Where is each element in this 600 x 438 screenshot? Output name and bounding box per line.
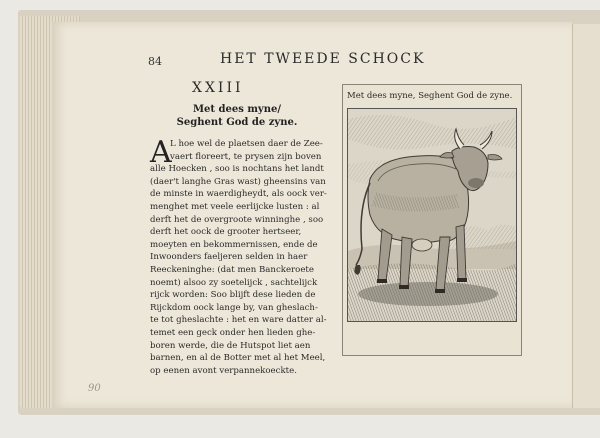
- text-line: alle Hoecken , soo is nochtans het landt: [150, 164, 324, 175]
- text-line: Rijckdom oock lange by, van gheslach-: [150, 302, 318, 313]
- running-title: HET TWEEDE SCHOCK: [220, 51, 426, 67]
- cow-illustration-icon: [348, 109, 516, 321]
- text-line: noemt) alsoo zy soetelijck , sachtelijck: [150, 277, 318, 288]
- drop-cap: A: [150, 135, 172, 170]
- text-line: barnen, en al de Botter met al het Meel,: [150, 353, 326, 364]
- chapter-number: XXIII: [192, 80, 244, 96]
- text-line: Reeckeninghe: (dat men Banckeroete: [150, 264, 314, 275]
- text-line: moeyten en bekommernissen, ende de: [150, 239, 318, 250]
- text-line: boren werde, die de Hutspot liet aen: [150, 340, 311, 351]
- text-line: derft het oock de grooter hertseer,: [150, 227, 302, 238]
- plate-caption: Met dees myne, Seghent God de zyne.: [347, 91, 513, 101]
- text-line: L hoe wel de plaetsen daer de Zee-: [170, 139, 323, 149]
- text-line: de minste in waerdigheydt, als oock ver-: [150, 189, 327, 200]
- pencil-annotation: 90: [88, 383, 101, 394]
- text-line: rijck worden: Soo blijft dese lieden de: [150, 290, 316, 301]
- motto-line-2: Seghent God de zyne.: [176, 117, 298, 128]
- body-text: [150, 135, 328, 377]
- page-number: 84: [148, 55, 162, 68]
- text-line: vaert floreert, te prysen zijn boven: [170, 151, 322, 162]
- chapter-motto: [172, 103, 302, 129]
- text-line: temet een geck onder hen lieden ghe-: [150, 327, 316, 338]
- text-line: op eenen avont verpannekoeckte.: [150, 365, 297, 376]
- facing-page-edge: [572, 24, 600, 408]
- text-line: (daer't langhe Gras wast) gheensins van: [150, 176, 326, 187]
- cow-engraving: [347, 108, 517, 322]
- motto-line-1: Met dees myne/: [192, 104, 282, 115]
- text-line: Inwoonders faeljeren selden in haer: [150, 252, 308, 263]
- text-line: te tot gheslachte : het en ware datter al-: [150, 315, 327, 326]
- text-line: menghet met veele eerlijcke lusten : al: [150, 201, 320, 212]
- text-line: derft het de overgroote winninghe , soo: [150, 214, 324, 225]
